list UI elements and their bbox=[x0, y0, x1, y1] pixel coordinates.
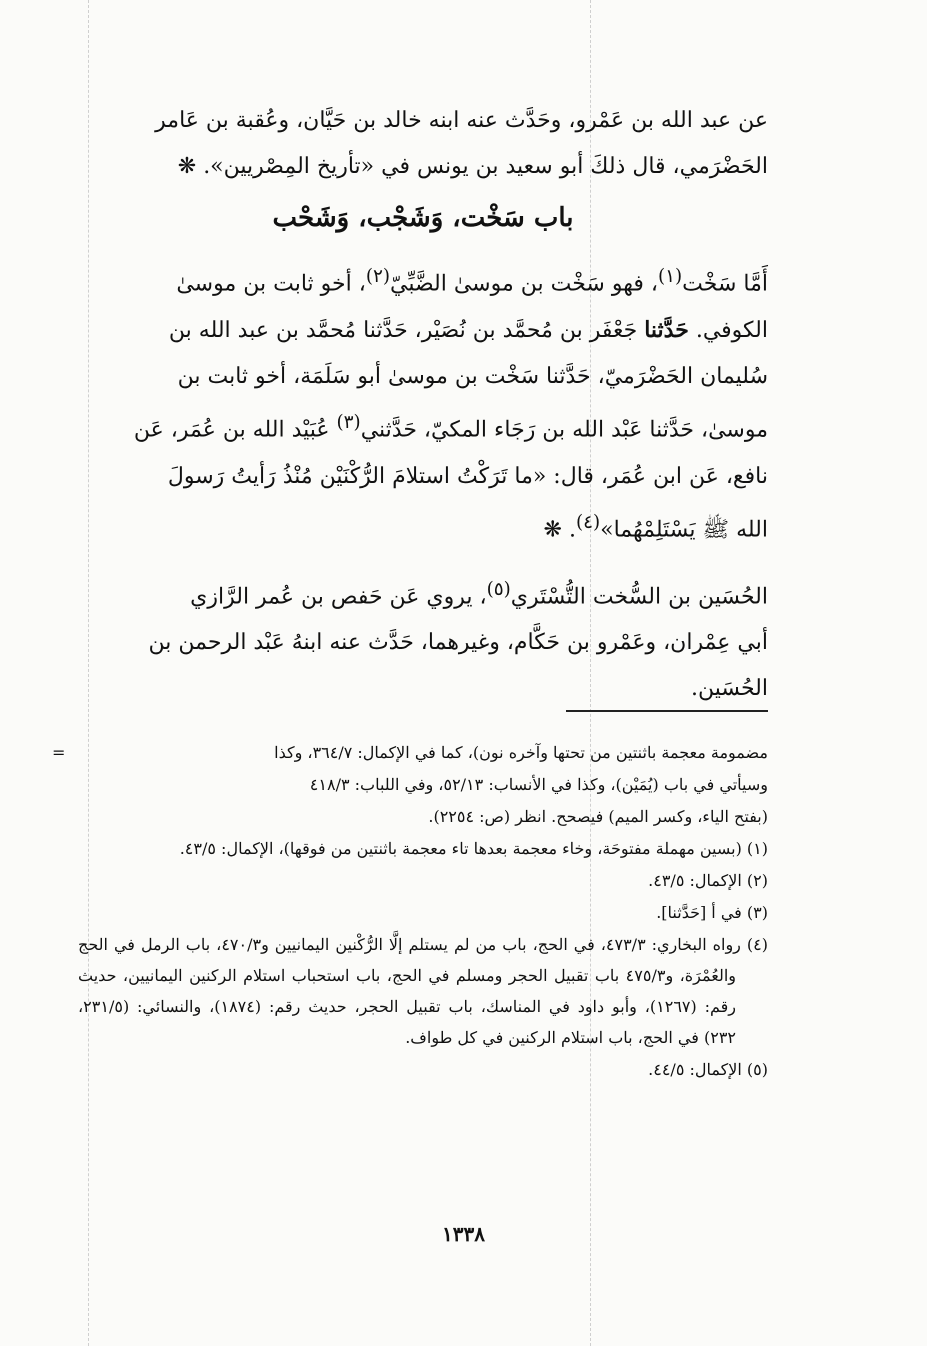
text-run-bold: حَدَّثنا bbox=[644, 317, 689, 344]
footnote-text: مضمومة معجمة باثنتين من تحتها وآخره نون)، كما في الإكمال: ٣٦٤/٧، وكذا bbox=[274, 743, 768, 762]
text-run: الكوفي. bbox=[688, 318, 768, 344]
footnote-2: (٢) الإكمال: ٤٣/٥. bbox=[648, 871, 768, 890]
text-run: أَمَّا سَخْت bbox=[682, 271, 768, 297]
footnote-ref: (٣) bbox=[336, 412, 361, 434]
section-heading: باب سَخْت، وَشَجْب، وَشَحْب bbox=[272, 203, 574, 233]
text-line: الحَضْرَمي، قال ذلكَ أبو سعيد بن يونس في «تأريخ المِصْريين». ❋ bbox=[177, 154, 768, 179]
text-run: ، فهو سَخْت بن موسىٰ الضَّبِّيّ bbox=[389, 271, 658, 297]
footnote-separator bbox=[566, 710, 768, 712]
text-line bbox=[78, 400, 768, 453]
footnote-5: (٥) الإكمال: ٤٤/٥. bbox=[648, 1060, 768, 1079]
footnote-continuation: (بفتح الياء، وكسر الميم) فيصحح. انظر (ص: ٢٢٥٤). bbox=[428, 807, 768, 826]
text-line: سُليمان الحَضْرَميّ، حَدَّثنا سَخْت بن موسىٰ أبو سَلَمَة، أخو ثابت بن bbox=[177, 364, 768, 390]
footnote-4: (٤) رواه البخاري: ٤٧٣/٣، في الحج، باب من لم يستلم إلَّا الرُّكْنين اليمانيين و٤٧٠/٣، باب الرمل في الحج والعُمْرَة، و٤٧٥/٣ باب تقبيل الحجر ومسلم في الحج، باب استحباب استلام الركنين اليمانيين، حديث رقم: (١٢٦٧)، وأبو داود في المناسك، باب تقبيل الحجر، حديث رقم: (١٨٧٤)، والنسائي: (٢٣١/٥، ٢٣٢) في الحج، باب استلام الركنين في كل طواف. bbox=[78, 935, 768, 1047]
text-run: عُبَيْد الله بن عُمَر، عَن bbox=[133, 417, 337, 443]
text-run: ، يروي عَن حَفص بن عُمر الرَّازي bbox=[190, 584, 487, 610]
text-line: نافع، عَن ابن عُمَر، قال: «ما تَرَكْتُ استلامَ الرُّكْنَيْن مُنْذُ رَأيتُ رَسولَ bbox=[167, 463, 768, 489]
text-run: الله ﷺ يَسْتَلِمْهُما» bbox=[600, 516, 768, 542]
main-text bbox=[78, 98, 768, 712]
continuation-mark: = bbox=[52, 743, 66, 762]
footnote-ref: (٥) bbox=[486, 578, 511, 600]
footnote-ref: (١) bbox=[657, 266, 683, 287]
text-run: . ❋ bbox=[543, 516, 576, 542]
text-line: عن عبد الله بن عَمْرو، وحَدَّث عنه ابنه خالد بن حَيَّان، وعُقبة بن عَامر bbox=[155, 108, 768, 133]
text-run: الحُسَين بن السُّخت التُّسْتَري bbox=[510, 584, 768, 610]
footnote-ref: (٢) bbox=[365, 266, 390, 287]
footnote-3: (٣) في أ [حَدَّثنا]. bbox=[656, 903, 768, 922]
text-line: الحُسَين. bbox=[690, 676, 768, 702]
text-line bbox=[78, 307, 768, 354]
text-line bbox=[78, 567, 768, 620]
text-line bbox=[78, 254, 768, 307]
page-number: ١٣٣٨ bbox=[442, 1222, 485, 1246]
text-run: موسىٰ، حَدَّثنا عَبْد الله بن رَجَاء المكيّ، حَدَّثني bbox=[360, 417, 768, 443]
footnotes bbox=[52, 737, 768, 1086]
footnote-continuation bbox=[52, 737, 768, 768]
footnote-continuation: وسيأتي في باب (يُمَيْن)، وكذا في الأنساب: ٥٢/١٣، وفي اللباب: ٤١٨/٣ bbox=[309, 775, 768, 794]
text-run: جَعْفَر بن مُحمَّد بن نُصَيْر، حَدَّثنا مُحمَّد بن عبد الله بن bbox=[168, 318, 645, 344]
footnote-ref: (٤) bbox=[575, 511, 601, 533]
text-line bbox=[78, 500, 768, 553]
footnote-1: (١) (بسين مهملة مفتوحَة، وخاء معجمة بعدها تاء معجمة باثنتين من فوقها)، الإكمال: ٤٣/٥. bbox=[179, 839, 768, 858]
text-line: أبي عِمْران، وعَمْرو بن حَكَّام، وغيرهما، حَدَّث عنه ابنهُ عَبْد الرحمن بن bbox=[148, 630, 768, 656]
text-run: ، أخو ثابت بن موسىٰ bbox=[176, 271, 366, 297]
